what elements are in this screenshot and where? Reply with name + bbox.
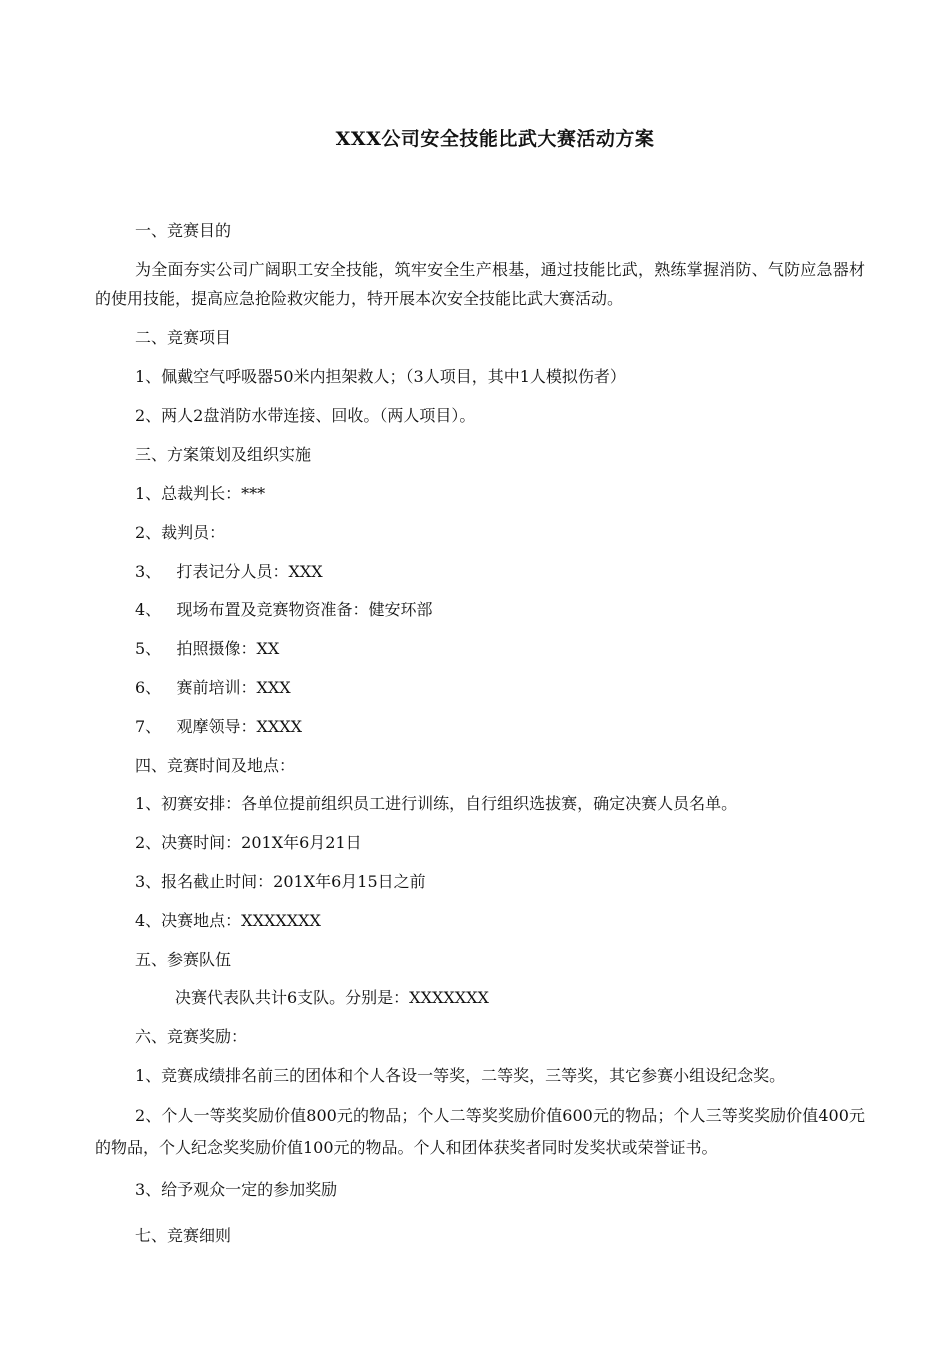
- list-item: 2、裁判员：: [135, 523, 226, 542]
- paragraph-awards: 2、个人一等奖奖励价值800元的物品；个人二等奖奖励价值600元的物品；个人三等奖奖励价值400元的物品，个人纪念奖奖励价值100元的物品。个人和团体获奖者同时发奖状或荣誉证书。: [95, 1106, 865, 1157]
- list-item: 3、 打表记分人员：XXX: [135, 562, 323, 581]
- list-item: 7、 观摩领导：XXXX: [135, 717, 303, 736]
- section-heading-6: 六、竞赛奖励：: [135, 1027, 248, 1046]
- list-item: 2、两人2盘消防水带连接、回收。（两人项目）。: [135, 406, 476, 425]
- list-item: 5、 拍照摄像：XX: [135, 639, 280, 658]
- list-item: 4、 现场布置及竞赛物资准备：健安环部: [135, 600, 433, 619]
- list-item: 3、报名截止时间：201X年6月15日之前: [135, 872, 426, 891]
- list-item: 4、决赛地点：XXXXXXX: [135, 911, 321, 930]
- list-item: 1、竞赛成绩排名前三的团体和个人各设一等奖，二等奖，三等奖，其它参赛小组设纪念奖。: [135, 1066, 786, 1085]
- section-heading-4: 四、竞赛时间及地点：: [135, 756, 296, 775]
- list-item: 6、 赛前培训：XXX: [135, 678, 291, 697]
- list-item: 2、决赛时间：201X年6月21日: [135, 833, 362, 852]
- document-title: XXX公司安全技能比武大赛活动方案: [335, 128, 655, 150]
- section-heading-5: 五、参赛队伍: [135, 950, 232, 969]
- list-item: 1、总裁判长：***: [135, 484, 266, 503]
- section-heading-1: 一、竞赛目的: [135, 221, 232, 240]
- list-item: 1、佩戴空气呼吸器50米内担架救人；（3人项目，其中1人模拟伤者）: [135, 367, 626, 386]
- list-item: 1、初赛安排：各单位提前组织员工进行训练，自行组织选拔赛，确定决赛人员名单。: [135, 794, 738, 813]
- list-item: 3、给予观众一定的参加奖励: [135, 1180, 338, 1199]
- section-heading-3: 三、方案策划及组织实施: [135, 445, 312, 464]
- list-item: 决赛代表队共计6支队。分别是：XXXXXXX: [175, 988, 489, 1007]
- section-heading-2: 二、竞赛项目: [135, 328, 232, 347]
- paragraph-purpose: 为全面夯实公司广阔职工安全技能，筑牢安全生产根基，通过技能比武，熟练掌握消防、气防应急器材的使用技能，提高应急抢险救灾能力，特开展本次安全技能比武大赛活动。: [95, 260, 865, 308]
- section-heading-7: 七、竞赛细则: [135, 1226, 232, 1245]
